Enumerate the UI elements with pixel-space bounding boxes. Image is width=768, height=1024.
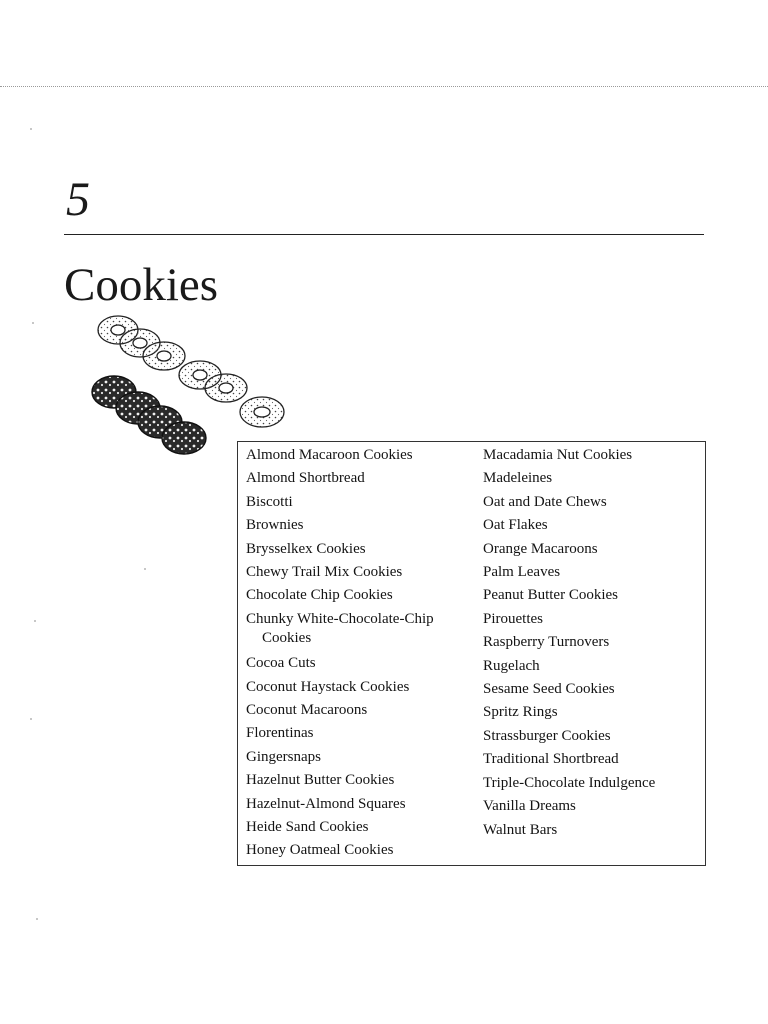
chapter-title: Cookies bbox=[64, 259, 219, 311]
recipe-item: Macadamia Nut Cookies bbox=[483, 447, 633, 463]
recipe-item: Palm Leaves bbox=[483, 564, 561, 581]
recipe-item: Vanilla Dreams bbox=[483, 798, 576, 815]
scan-speck bbox=[36, 918, 38, 920]
recipe-item: Raspberry Turnovers bbox=[483, 634, 610, 651]
recipe-item: Spritz Rings bbox=[483, 704, 558, 721]
recipe-item: Almond Macaroon Cookies bbox=[246, 447, 413, 463]
scan-speck bbox=[30, 718, 32, 720]
recipe-item: Madeleines bbox=[483, 470, 553, 487]
recipe-item: Biscotti bbox=[246, 493, 293, 510]
recipe-item: Brysselkex Cookies bbox=[246, 540, 366, 557]
recipe-item: Pirouettes bbox=[483, 610, 543, 627]
recipe-item: Orange Macaroons bbox=[483, 540, 598, 557]
recipe-item: Coconut Macaroons bbox=[246, 702, 368, 719]
recipe-item: Cocoa Cuts bbox=[246, 655, 316, 672]
recipe-item: Brownies bbox=[246, 517, 304, 534]
scan-speck bbox=[30, 128, 32, 130]
chapter-number: 5 bbox=[66, 173, 90, 226]
recipe-item: Almond Shortbread bbox=[246, 470, 365, 487]
recipe-item: Triple-Chocolate Indulgence bbox=[483, 774, 656, 791]
recipe-item: Sesame Seed Cookies bbox=[483, 681, 615, 698]
scan-speck bbox=[34, 620, 36, 622]
dark-cookie-row bbox=[92, 376, 206, 454]
recipe-item: Chunky White-Chocolate-Chip Cookies bbox=[246, 610, 434, 646]
recipe-item: Coconut Haystack Cookies bbox=[246, 678, 410, 695]
page-top-rule bbox=[0, 86, 768, 87]
recipe-item: Hazelnut Butter Cookies bbox=[246, 772, 395, 789]
scan-speck bbox=[32, 322, 34, 324]
cookie-rows-icon bbox=[88, 308, 294, 458]
recipe-item: Gingersnaps bbox=[246, 748, 321, 765]
recipe-list-box bbox=[237, 441, 706, 866]
recipe-item: Walnut Bars bbox=[483, 821, 558, 838]
recipe-list-right bbox=[483, 444, 703, 842]
recipe-item: Hazelnut-Almond Squares bbox=[246, 795, 406, 812]
recipe-item: Rugelach bbox=[483, 657, 540, 674]
recipe-list-left bbox=[246, 444, 472, 863]
recipe-item: Honey Oatmeal Cookies bbox=[246, 842, 394, 859]
scan-speck bbox=[144, 568, 146, 570]
chapter-rule bbox=[64, 234, 704, 235]
recipe-item: Oat Flakes bbox=[483, 517, 548, 534]
recipe-item: Chocolate Chip Cookies bbox=[246, 587, 393, 604]
recipe-item: Peanut Butter Cookies bbox=[483, 587, 618, 604]
recipe-item: Florentinas bbox=[246, 725, 314, 742]
recipe-item: Strassburger Cookies bbox=[483, 727, 611, 744]
recipe-item: Traditional Shortbread bbox=[483, 751, 619, 768]
recipe-item: Chewy Trail Mix Cookies bbox=[246, 564, 403, 581]
recipe-item: Heide Sand Cookies bbox=[246, 819, 369, 836]
recipe-item: Oat and Date Chews bbox=[483, 493, 607, 510]
